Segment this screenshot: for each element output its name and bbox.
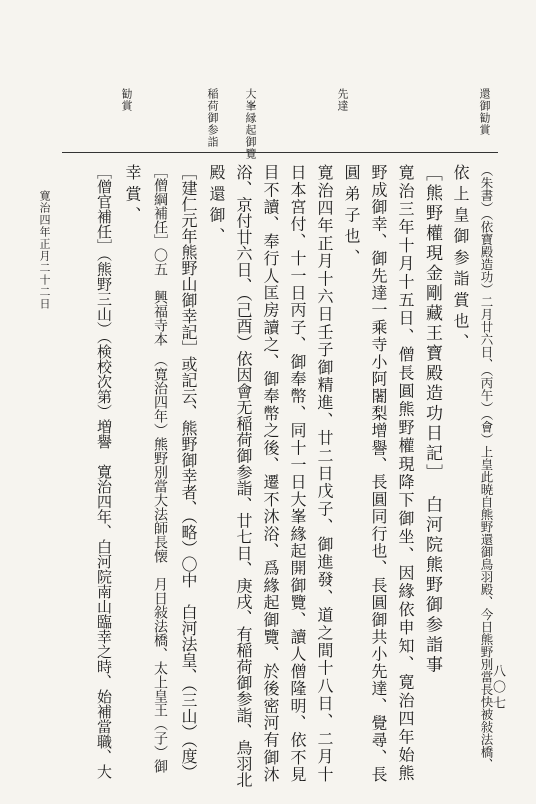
page-number: 八〇七 [490, 664, 505, 712]
text-column-1: （朱書）（依寶殿造功）二月廿六日、（丙午）（會）上皇此暁自熊野還御鳥羽殿、今日熊野別當長快被敍法橋、 [479, 164, 494, 771]
head-note-1: 還御勧賞 [478, 88, 491, 136]
text-column-10: 浴、京付廿六日、（己酉）依因會无稲荷御参詣、廿七日、庚戌、有稲荷御参詣、鳥羽北 [234, 164, 253, 788]
text-column-5: 野成御幸、御先達一乘寺小阿闍梨增譽、長圓同行也、長圓御共小先達、覺尋、長 [369, 164, 388, 784]
text-column-9: 目不讀、奉行人匡房讀之、御奉幣之後、遷不沐浴、爲緣起御覽、於後密河有御沐 [261, 164, 280, 784]
head-note-5: 勧賞 [120, 88, 133, 112]
text-column-3: ［熊野權現金剛藏王寶殿造功日記］ 白河院熊野御参詣事 [422, 164, 442, 676]
running-footer: 寛治四年正月二十二日 [38, 190, 51, 310]
text-column-4: 寛治三年十月十五日、僧長圓熊野權現降下御坐、因緣依申知、寛治四年始熊 [396, 164, 415, 783]
head-note-3: 大峯縁起御覽 [244, 88, 257, 160]
text-column-6: 圓弟子也、 [342, 164, 361, 270]
text-column-12: ［建仁元年熊野山御幸記］或記云、熊野御幸者、（略）〇中 白河法皇、（三山）（度） [179, 164, 198, 780]
head-note-2: 先達 [336, 88, 349, 112]
text-column-7: 寛治四年正月十六日壬子御精進、廿二日戊子、御進發、道之間十八日、二月十 [315, 164, 334, 784]
text-column-14: 幸賞、 [123, 164, 142, 228]
head-note-4: 稲荷御参詣 [206, 88, 219, 148]
text-column-15: ［僧官補任］（熊野三山）（検校次第）増譽 寛治四年、白河院南山臨幸之時、始補當職、大 [95, 164, 113, 779]
text-column-11: 殿還御、 [207, 164, 226, 249]
header-divider [62, 152, 498, 153]
text-column-2: 依上皇御参詣賞也、 [451, 164, 470, 355]
text-column-13: ［僧綱補任］〇五 興福寺本 （寛治四年）熊野別當大法師長懐 月日敍法橋、太上皇王（子）御 [152, 164, 168, 773]
text-column-8: 日本宮付、十一日丙子、御奉幣、同十一日大峯緣起開御覽、讀人僧隆明、依不見 [288, 164, 307, 784]
